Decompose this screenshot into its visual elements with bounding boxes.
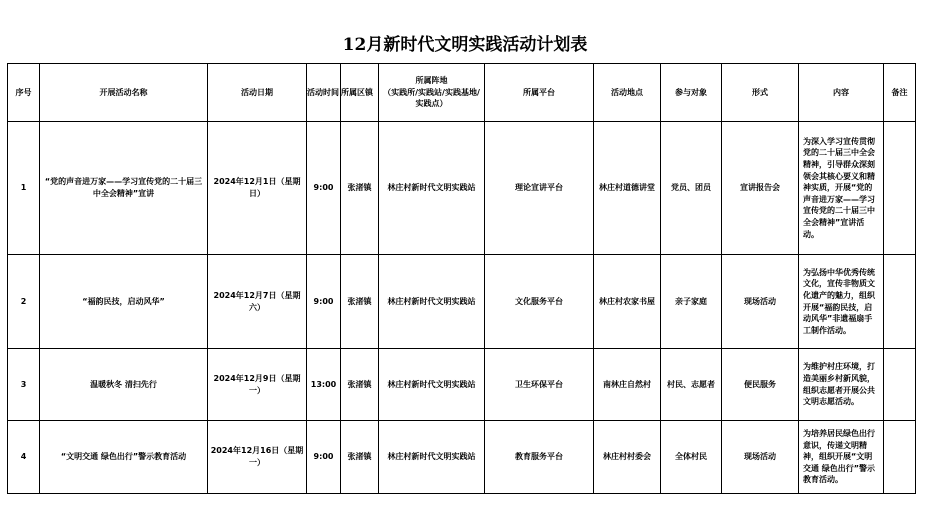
header-platform: 所属平台 [485,64,594,122]
cell-content: 为深入学习宣传贯彻党的二十届三中全会精神，引导群众深刻领会其核心要义和精神实质，开展“党的声音进万家——学习宣传党的二十届三中全会精神”宣讲活动。 [799,122,884,255]
cell-seq: 4 [8,421,40,494]
cell-participants: 村民、志愿者 [661,349,722,421]
table-row [8,421,916,494]
table-row [8,349,916,421]
cell-content: 为培养居民绿色出行意识，传递文明精神，组织开展“文明交通 绿色出行”警示教育活动。 [799,421,884,494]
cell-platform: 理论宣讲平台 [485,122,594,255]
cell-time: 9:00 [307,122,341,255]
cell-town: 张渚镇 [341,421,379,494]
header-date: 活动日期 [208,64,307,122]
cell-time: 13:00 [307,349,341,421]
cell-position: 林庄村新时代文明实践站 [379,255,485,349]
cell-remark [884,349,916,421]
header-time: 活动时间 [307,64,341,122]
header-content: 内容 [799,64,884,122]
activity-plan-table [7,63,916,494]
header-form: 形式 [722,64,799,122]
cell-platform: 文化服务平台 [485,255,594,349]
cell-position: 林庄村新时代文明实践站 [379,349,485,421]
cell-location: 林庄村道德讲堂 [594,122,661,255]
table-header-row [8,64,916,122]
cell-remark [884,421,916,494]
cell-date: 2024年12月7日（星期六） [208,255,307,349]
page-title: 12月新时代文明实践活动计划表 [342,35,588,55]
cell-name: “文明交通 绿色出行”警示教育活动 [40,421,208,494]
cell-platform: 教育服务平台 [485,421,594,494]
cell-location: 林庄村村委会 [594,421,661,494]
cell-form: 现场活动 [722,421,799,494]
cell-time: 9:00 [307,255,341,349]
cell-seq: 2 [8,255,40,349]
cell-town: 张渚镇 [341,122,379,255]
cell-participants: 全体村民 [661,421,722,494]
cell-location: 南林庄自然村 [594,349,661,421]
cell-seq: 1 [8,122,40,255]
header-seq: 序号 [8,64,40,122]
cell-date: 2024年12月1日（星期日） [208,122,307,255]
cell-position: 林庄村新时代文明实践站 [379,421,485,494]
cell-content: 为弘扬中华优秀传统文化，宣传非物质文化遗产的魅力，组织开展“福韵民技，启动风华”非遗福扇手工制作活动。 [799,255,884,349]
cell-remark [884,255,916,349]
cell-platform: 卫生环保平台 [485,349,594,421]
cell-form: 便民服务 [722,349,799,421]
cell-participants: 亲子家庭 [661,255,722,349]
cell-seq: 3 [8,349,40,421]
cell-location: 林庄村农家书屋 [594,255,661,349]
cell-form: 现场活动 [722,255,799,349]
cell-time: 9:00 [307,421,341,494]
cell-form: 宣讲报告会 [722,122,799,255]
header-name: 开展活动名称 [40,64,208,122]
header-position: 所属阵地 （实践所/实践站/实践基地/实践点） [379,64,485,122]
cell-content: 为维护村庄环境，打造美丽乡村新风貌，组织志愿者开展公共文明志愿活动。 [799,349,884,421]
header-remark: 备注 [884,64,916,122]
header-town: 所属区镇 [341,64,379,122]
cell-date: 2024年12月9日（星期一） [208,349,307,421]
cell-participants: 党员、团员 [661,122,722,255]
cell-name: 温暖秋冬 清扫先行 [40,349,208,421]
cell-town: 张渚镇 [341,255,379,349]
header-participants: 参与对象 [661,64,722,122]
header-location: 活动地点 [594,64,661,122]
cell-position: 林庄村新时代文明实践站 [379,122,485,255]
cell-town: 张渚镇 [341,349,379,421]
cell-name: “党的声音进万家——学习宣传党的二十届三中全会精神”宣讲 [40,122,208,255]
table-row [8,122,916,255]
cell-remark [884,122,916,255]
cell-date: 2024年12月16日（星期一） [208,421,307,494]
table-row [8,255,916,349]
cell-name: “福韵民技，启动风华” [40,255,208,349]
